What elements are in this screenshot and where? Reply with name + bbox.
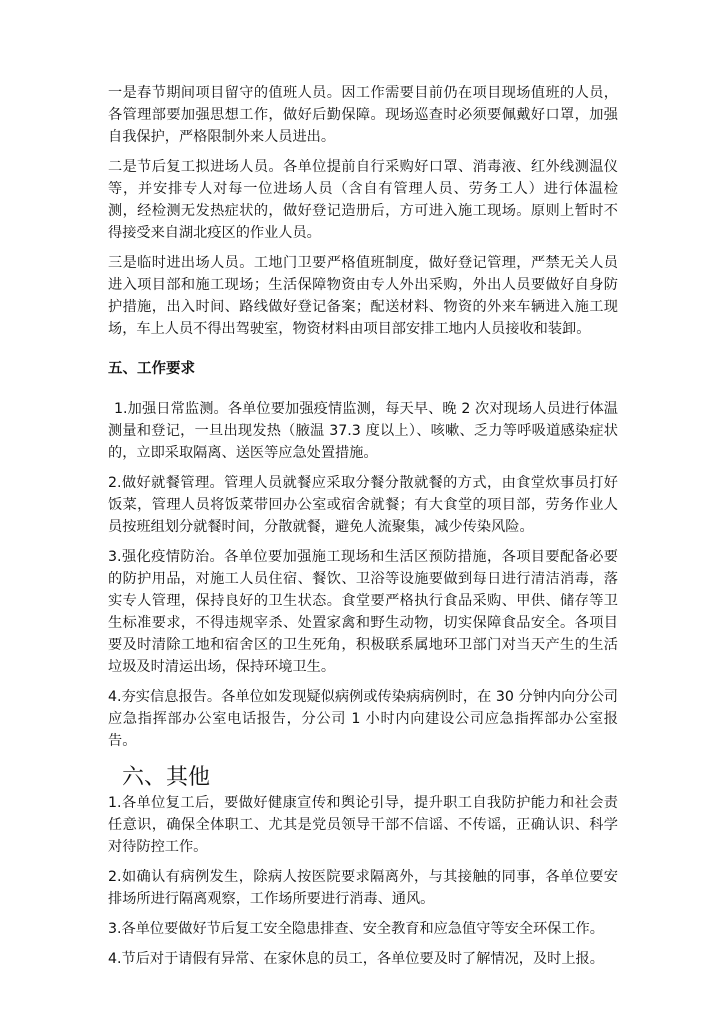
item-dining-management: 2.做好就餐管理。管理人员就餐应采取分餐分散就餐的方式，由食堂炊事员打好饭菜，管理人员将饭菜带回办公室或宿舍就餐；有大食堂的项目部，劳务作业人员按班组划分就餐时间，分散就餐，避免人流聚集，减少传染风险。 [108, 475, 618, 535]
item-leave-report: 4.节后对于请假有异常、在家休息的员工，各单位要及时了解情况，及时上报。 [108, 951, 604, 967]
section-6-heading: 六、其他 [122, 765, 211, 790]
item-health-publicity: 1.各单位复工后，要做好健康宣传和舆论引导，提升职工自我防护能力和社会责任意识，确保全体职工、尤其是党员领导干部不信谣、不传谣，正确认识、科学对待防控工作。 [108, 795, 618, 855]
paragraph-duty-staff: 一是春节期间项目留守的值班人员。因工作需要目前仍在项目现场值班的人员，各管理部要加强思想工作，做好后勤保障。现场巡查时必须要佩戴好口罩，加强自我保护，严格限制外来人员进出。 [108, 85, 618, 145]
item-daily-monitoring: 1.加强日常监测。各单位要加强疫情监测，每天早、晚 2 次对现场人员进行体温测量和登记，一旦出现发热（腋温 37.3 度以上）、咳嗽、乏力等呼吸道感染症状的，立即采取隔离、送医等应急处置措施。 [108, 401, 618, 461]
document-body [108, 82, 618, 978]
item-case-isolation: 2.如确认有病例发生，除病人按医院要求隔离外，与其接触的同事，各单位要安排场所进行隔离观察，工作场所要进行消毒、通风。 [108, 869, 618, 907]
item-safety-inspection: 3.各单位要做好节后复工安全隐患排查、安全教育和应急值守等安全环保工作。 [108, 921, 604, 937]
item-epidemic-prevention: 3.强化疫情防治。各单位要加强施工现场和生活区预防措施，各项目要配备必要的防护用品，对施工人员住宿、餐饮、卫浴等设施要做到每日进行清洁消毒，落实专人管理，保持良好的卫生状态。食堂要严格执行食品采购、甲供、储存等卫生标准要求，不得违规宰杀、处置家禽和野生动物，切实保障食品安全。各项目要及时清除工地和宿舍区的卫生死角，积极联系属地环卫部门对当天产生的生活垃圾及时清运出场，保持环境卫生。 [108, 549, 618, 675]
paragraph-returning-staff: 二是节后复工拟进场人员。各单位提前自行采购好口罩、消毒液、红外线测温仪等，并安排专人对每一位进场人员（含自有管理人员、劳务工人）进行体温检测，经检测无发热症状的，做好登记造册后，方可进入施工现场。原则上暂时不得接受来自湖北疫区的作业人员。 [108, 159, 618, 241]
item-information-report: 4.夯实信息报告。各单位如发现疑似病例或传染病病例时，在 30 分钟内向分公司应急指挥部办公室电话报告，分公司 1 小时内向建设公司应急指挥部办公室报告。 [108, 689, 618, 749]
paragraph-temporary-staff: 三是临时进出场人员。工地门卫要严格值班制度，做好登记管理，严禁无关人员进入项目部和施工现场；生活保障物资由专人外出采购，外出人员要做好自身防护措施，出入时间、路线做好登记备案；配送材料、物资的外来车辆进入施工现场，车上人员不得出驾驶室，物资材料由项目部安排工地内人员接收和装卸。 [108, 255, 618, 337]
section-5-heading: 五、工作要求 [108, 361, 195, 377]
